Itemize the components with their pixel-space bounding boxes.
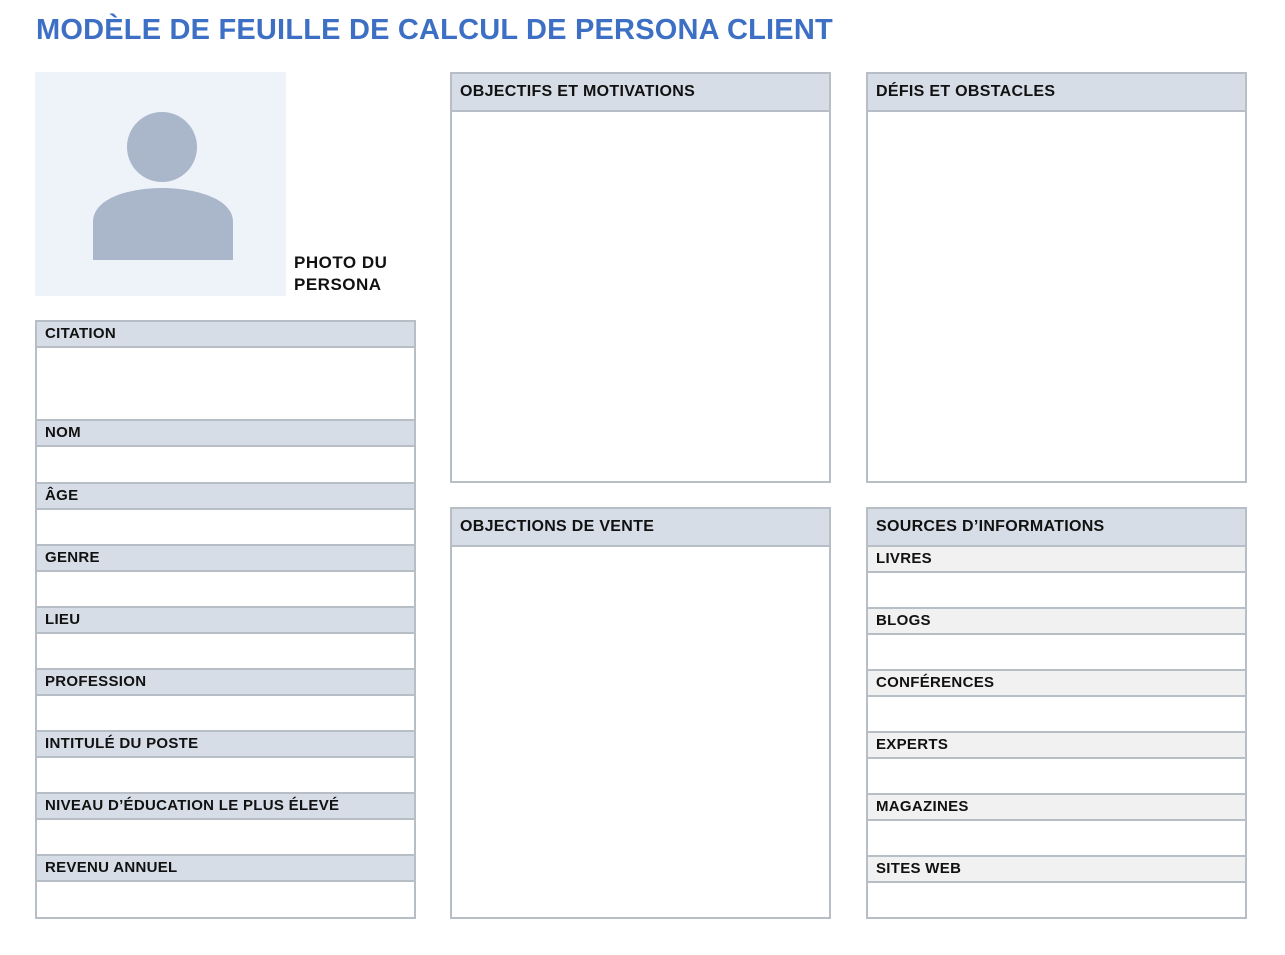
field-input[interactable] [37,696,414,730]
source-label: BLOGS [868,609,1245,635]
source-magazines [868,795,1245,857]
photo-label: PHOTO DU PERSONA [294,253,388,294]
field-label: REVENU ANNUEL [37,856,414,882]
field-lieu [35,606,416,670]
field-input[interactable] [37,634,414,668]
quote-input[interactable] [37,348,414,419]
source-input[interactable] [868,635,1245,671]
sources-label: SOURCES D’INFORMATIONS [868,509,1245,547]
field-input[interactable] [37,447,414,482]
source-label: EXPERTS [868,733,1245,759]
field-input[interactable] [37,758,414,792]
field-label: NOM [37,421,414,447]
field-nom [35,419,416,484]
field-input[interactable] [37,820,414,854]
source-experts [868,733,1245,795]
challenges-label: DÉFIS ET OBSTACLES [868,74,1245,112]
field-niveau-education [35,792,416,856]
source-label: SITES WEB [868,857,1245,883]
sources-panel [866,507,1247,919]
field-intitule-du-poste [35,730,416,794]
field-genre [35,544,416,608]
field-label: INTITULÉ DU POSTE [37,732,414,758]
objections-panel [450,507,831,919]
field-revenu-annuel [35,854,416,919]
field-label: LIEU [37,608,414,634]
source-input[interactable] [868,697,1245,733]
source-input[interactable] [868,883,1245,917]
field-input[interactable] [37,510,414,544]
source-label: MAGAZINES [868,795,1245,821]
goals-input[interactable] [452,112,829,481]
field-input[interactable] [37,882,414,917]
field-label: NIVEAU D’ÉDUCATION LE PLUS ÉLEVÉ [37,794,414,820]
source-input[interactable] [868,573,1245,609]
quote-label: CITATION [37,322,414,348]
quote-field [35,320,416,421]
goals-label: OBJECTIFS ET MOTIVATIONS [452,74,829,112]
objections-input[interactable] [452,547,829,917]
person-silhouette-icon [35,72,286,296]
field-age [35,482,416,546]
source-livres [868,547,1245,609]
source-input[interactable] [868,821,1245,857]
field-profession [35,668,416,732]
source-sites-web [868,857,1245,917]
page-title: MODÈLE DE FEUILLE DE CALCUL DE PERSONA CLIENT [36,14,833,46]
challenges-input[interactable] [868,112,1245,481]
field-label: GENRE [37,546,414,572]
goals-panel [450,72,831,483]
field-input[interactable] [37,572,414,606]
source-label: CONFÉRENCES [868,671,1245,697]
field-label: ÂGE [37,484,414,510]
source-blogs [868,609,1245,671]
source-conferences [868,671,1245,733]
persona-photo-placeholder[interactable] [35,72,286,296]
field-label: PROFESSION [37,670,414,696]
source-input[interactable] [868,759,1245,795]
objections-label: OBJECTIONS DE VENTE [452,509,829,547]
challenges-panel [866,72,1247,483]
source-label: LIVRES [868,547,1245,573]
